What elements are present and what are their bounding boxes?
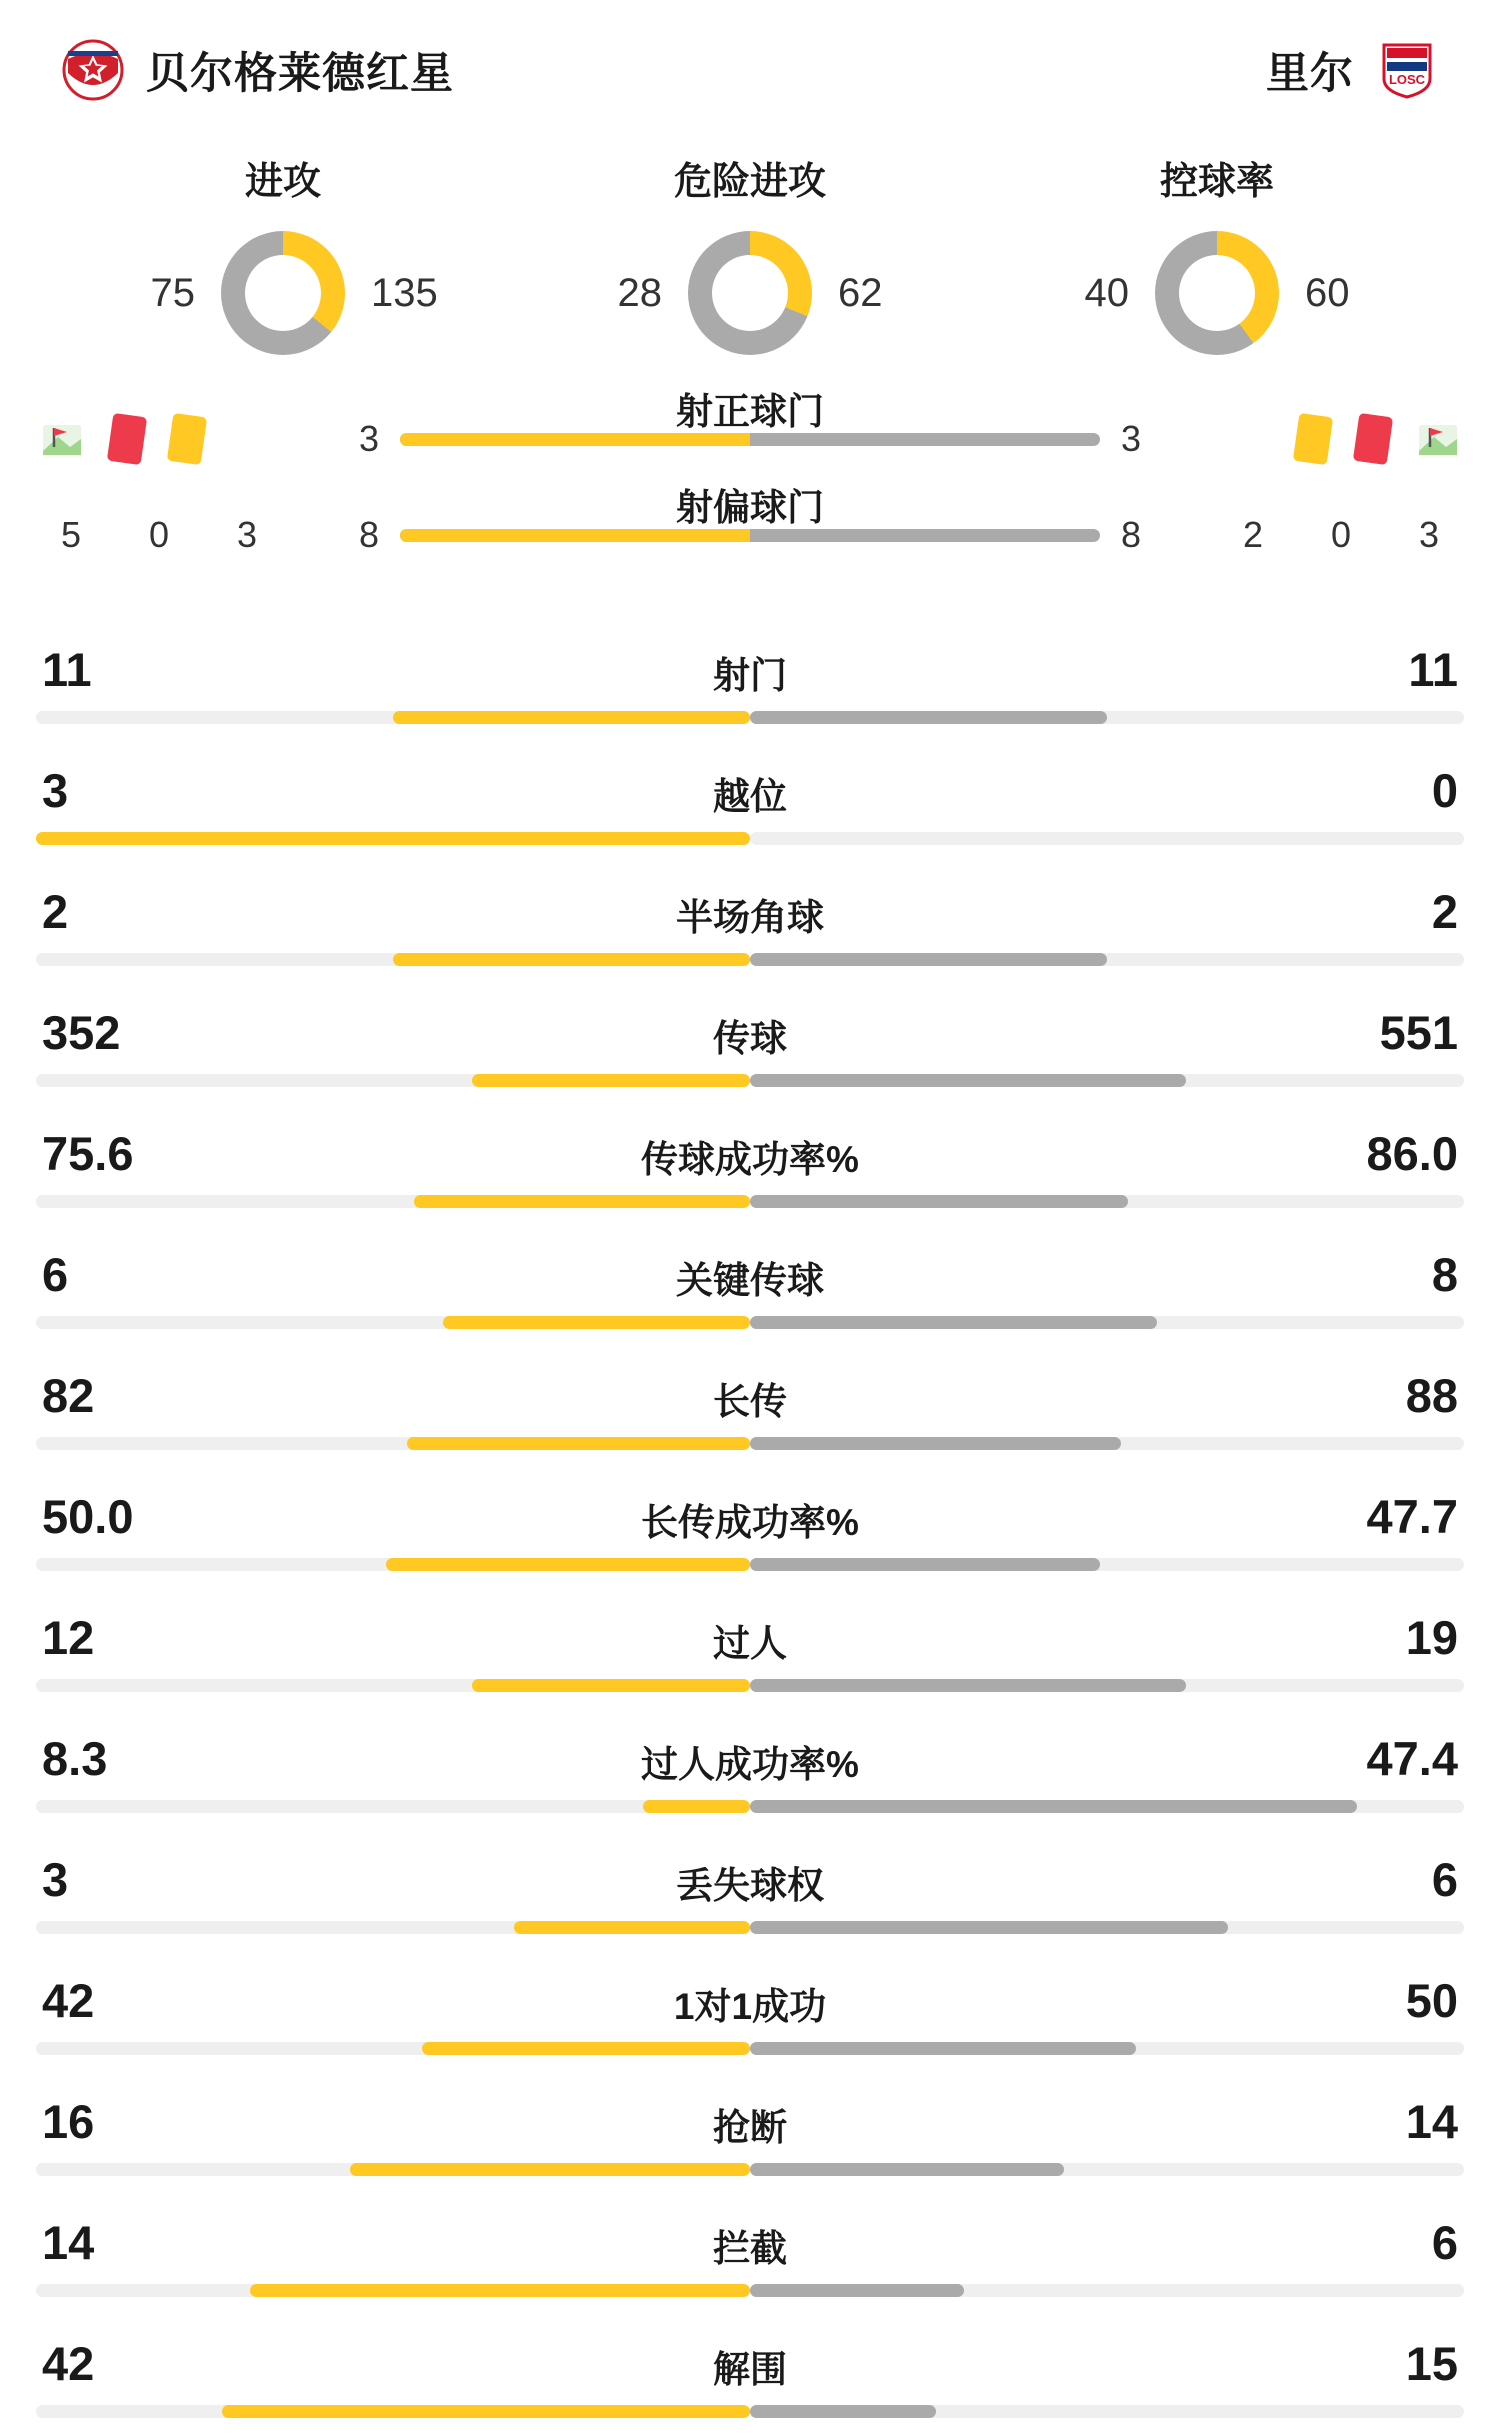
stat-away-value: 2: [1431, 885, 1458, 938]
stat-row: [36, 1708, 1464, 1829]
corner-flag-icon: [40, 417, 84, 461]
shots-off-target-row: [28, 487, 1472, 583]
away-team: [1266, 39, 1438, 101]
stat-home-value: 16: [42, 2095, 95, 2148]
home-team: [62, 39, 454, 101]
stat-row: [36, 2071, 1464, 2192]
stat-home-value: 352: [42, 1006, 121, 1059]
stat-home-value: 75.6: [42, 1127, 134, 1180]
away-shots-off-target-group: [1100, 514, 1162, 556]
stat-home-value: 6: [42, 1248, 69, 1301]
stat-away-bar: [750, 2284, 1464, 2297]
stat-home-bar: [36, 711, 750, 724]
stat-home-value: 12: [42, 1611, 95, 1664]
stat-label: 过人成功率%: [641, 1744, 859, 1785]
stat-row: [36, 1224, 1464, 1345]
stat-row: [36, 1345, 1464, 1466]
stat-label: 丢失球权: [676, 1865, 824, 1906]
stat-home-bar: [36, 2042, 750, 2055]
home-red-card-count: 0: [148, 514, 170, 555]
shots-on-target-center: [400, 390, 1100, 446]
stat-label: 1对1成功: [673, 1986, 827, 2027]
stat-label: 传球: [713, 1018, 787, 1059]
home-discipline-counts: [40, 514, 338, 556]
stat-away-value: 47.4: [1366, 1732, 1458, 1785]
shots-off-target-label: 射偏球门: [676, 486, 824, 528]
stat-away-value: 8: [1431, 1248, 1458, 1301]
stat-home-value: 3: [42, 764, 69, 817]
stat-away-value: 6: [1431, 1853, 1458, 1906]
stat-home-bar: [36, 1195, 750, 1208]
stat-row: [36, 982, 1464, 1103]
stat-away-bar: [750, 1558, 1464, 1571]
stat-home-bar: [36, 1800, 750, 1813]
stat-away-bar: [750, 2042, 1464, 2055]
stat-row: [36, 740, 1464, 861]
stat-label: 半场角球: [676, 897, 824, 938]
stat-row: [36, 861, 1464, 982]
away-shots-off-target-value: 8: [1120, 514, 1142, 555]
stat-home-value: 14: [42, 2216, 95, 2269]
stat-away-value: 0: [1431, 764, 1458, 817]
stat-away-value: 19: [1405, 1611, 1458, 1664]
stat-home-bar: [36, 1437, 750, 1450]
donut-block-dangerous-attacks: [535, 150, 965, 355]
stat-home-bar: [36, 2284, 750, 2297]
stat-label: 射门: [713, 655, 787, 696]
shots-and-discipline-section: [28, 391, 1472, 601]
stat-label: 长传成功率%: [641, 1502, 859, 1543]
shots-on-target-row: [28, 391, 1472, 487]
away-discipline-icons: [1162, 415, 1460, 463]
stat-away-bar: [750, 1195, 1464, 1208]
home-shots-off-target-group: [338, 514, 400, 556]
donut-title-dangerous-attacks: 危险进攻: [673, 161, 826, 203]
stat-home-bar: [36, 1921, 750, 1934]
stat-away-value: 47.7: [1366, 1490, 1458, 1543]
stat-row: [36, 2192, 1464, 2313]
stat-row: [36, 1587, 1464, 1708]
stat-home-value: 2: [42, 885, 69, 938]
home-team-name: 贝尔格莱德红星: [146, 49, 454, 98]
donut-chart-possession: [1155, 231, 1279, 355]
stat-home-bar: [36, 1074, 750, 1087]
stat-away-value: 6: [1431, 2216, 1458, 2269]
donut-chart-attacks: [221, 231, 345, 355]
stat-label: 传球成功率%: [641, 1139, 859, 1180]
away-discipline-counts: [1162, 514, 1460, 556]
stat-home-value: 42: [42, 1974, 95, 2027]
stat-label: 抢断: [713, 2107, 787, 2148]
stat-home-value: 8.3: [42, 1732, 108, 1785]
corner-flag-icon: [1416, 417, 1460, 461]
stat-label: 过人: [713, 1623, 787, 1664]
stat-home-bar: [36, 1679, 750, 1692]
stat-home-value: 3: [42, 1853, 69, 1906]
stat-away-value: 86.0: [1366, 1127, 1458, 1180]
stat-row: [36, 1950, 1464, 2071]
donut-title-attacks: 进攻: [244, 161, 321, 203]
away-shots-on-target-value: 3: [1120, 418, 1142, 459]
donut-away-value-dangerous-attacks: 62: [838, 270, 883, 315]
stat-away-bar: [750, 1437, 1464, 1450]
losc-lille-crest-icon: [1376, 39, 1438, 101]
yellow-card-icon: [167, 413, 207, 465]
stat-away-value: 11: [1408, 643, 1458, 696]
stat-home-value: 82: [42, 1369, 95, 1422]
home-shots-off-target-value: 8: [358, 514, 380, 555]
stat-away-bar: [750, 1074, 1464, 1087]
stat-home-value: 50.0: [42, 1490, 134, 1543]
away-red-card-count: 0: [1330, 514, 1352, 555]
stats-list: [28, 619, 1472, 2434]
home-corner-count: 5: [60, 514, 82, 555]
stat-row: [36, 619, 1464, 740]
shots-on-target-label: 射正球门: [676, 390, 824, 432]
donut-away-value-possession: 60: [1305, 270, 1350, 315]
donut-block-possession: [1002, 150, 1432, 355]
stat-home-value: 11: [42, 643, 92, 696]
home-discipline-icons: [40, 415, 338, 463]
stat-away-bar: [750, 953, 1464, 966]
away-shots-on-target-group: [1100, 418, 1162, 460]
stat-row: [36, 1829, 1464, 1950]
shots-off-target-center: [400, 486, 1100, 542]
stat-away-value: 15: [1405, 2337, 1458, 2390]
red-star-belgrade-crest-icon: [62, 39, 124, 101]
svg-text:LOSC: LOSC: [1388, 72, 1426, 87]
stat-away-bar: [750, 1316, 1464, 1329]
stat-home-bar: [36, 1316, 750, 1329]
stat-away-bar: [750, 2405, 1464, 2418]
stat-away-bar: [750, 832, 1464, 845]
red-card-icon: [107, 413, 147, 465]
stat-label: 越位: [713, 776, 787, 817]
donut-title-possession: 控球率: [1159, 161, 1274, 203]
away-yellow-card-count: 2: [1242, 514, 1264, 555]
stat-home-bar: [36, 2163, 750, 2176]
stat-row: [36, 2313, 1464, 2434]
red-card-icon: [1353, 413, 1393, 465]
stat-home-bar: [36, 953, 750, 966]
donut-chart-dangerous-attacks: [688, 231, 812, 355]
stat-home-bar: [36, 832, 750, 845]
stat-away-value: 551: [1379, 1006, 1458, 1059]
teams-header: [28, 0, 1472, 140]
away-corner-count: 3: [1418, 514, 1440, 555]
stat-label: 拦截: [713, 2228, 787, 2269]
stat-away-bar: [750, 1921, 1464, 1934]
stat-away-bar: [750, 1800, 1464, 1813]
home-shots-on-target-value: 3: [358, 418, 380, 459]
stat-home-bar: [36, 2405, 750, 2418]
donut-block-attacks: [68, 150, 498, 355]
stat-away-bar: [750, 1679, 1464, 1692]
donut-home-value-attacks: 75: [150, 270, 195, 315]
away-team-name: 里尔: [1266, 49, 1354, 98]
stat-label: 长传: [713, 1381, 787, 1422]
yellow-card-icon: [1293, 413, 1333, 465]
stat-row: [36, 1466, 1464, 1587]
stat-home-bar: [36, 1558, 750, 1571]
donut-home-value-possession: 40: [1084, 270, 1129, 315]
home-yellow-card-count: 3: [236, 514, 258, 555]
stat-row: [36, 1103, 1464, 1224]
stat-away-value: 14: [1405, 2095, 1458, 2148]
donut-home-value-dangerous-attacks: 28: [617, 270, 662, 315]
stat-away-bar: [750, 2163, 1464, 2176]
stat-away-bar: [750, 711, 1464, 724]
stat-away-value: 88: [1405, 1369, 1458, 1422]
stat-label: 解围: [713, 2349, 787, 2390]
stat-home-value: 42: [42, 2337, 95, 2390]
stat-label: 关键传球: [676, 1260, 824, 1301]
donut-away-value-attacks: 135: [371, 270, 438, 315]
home-shots-on-target-group: [338, 418, 400, 460]
donut-summary-row: [28, 140, 1472, 355]
stat-away-value: 50: [1405, 1974, 1458, 2027]
